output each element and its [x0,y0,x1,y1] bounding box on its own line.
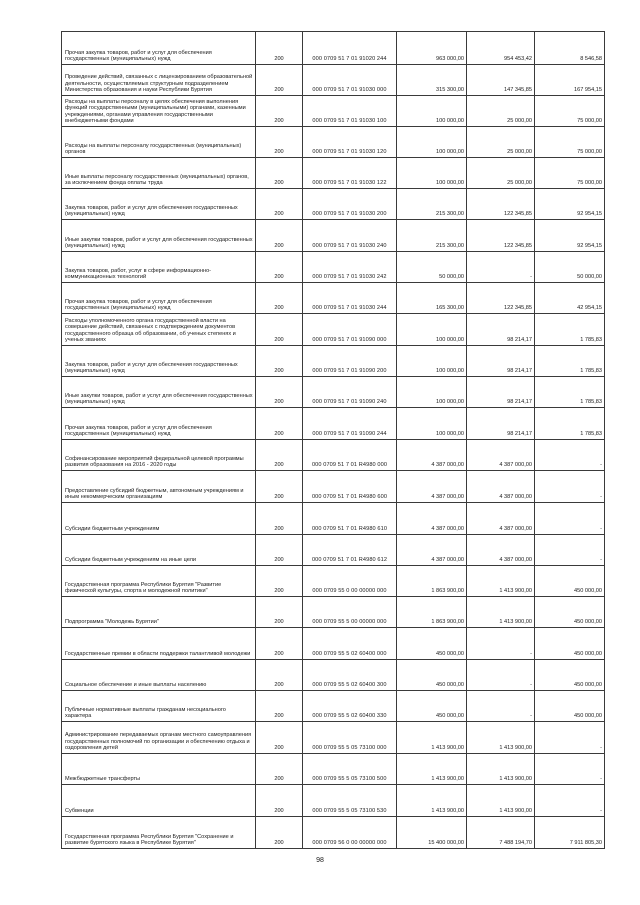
row-code-cell: 200 [256,377,303,408]
row-name-cell: Закупка товаров, работ и услуг для обеспечения государственных (муниципальных) нужд [62,189,256,220]
row-name-cell: Государственная программа Республики Бурятия "Сохранение и развитие бурятского языка в Республике Бурятия" [62,817,256,849]
row-code-cell: 200 [256,722,303,754]
row-remaining-cell: 92 954,15 [535,189,605,220]
row-executed-cell: 4 387 000,00 [467,503,535,535]
table-row [62,628,605,660]
row-executed-cell: 4 387 000,00 [467,440,535,471]
row-executed-cell: 1 413 900,00 [467,597,535,628]
row-code-cell: 200 [256,691,303,722]
row-kbk-cell: 000 0709 51 7 01 R4980 612 [303,535,397,566]
row-kbk-cell: 000 0709 51 7 01 91030 122 [303,158,397,189]
row-remaining-cell: 75 000,00 [535,158,605,189]
row-kbk-cell: 000 0709 55 5 02 60400 330 [303,691,397,722]
table-row [62,220,605,252]
row-approved-cell: 15 400 000,00 [397,817,467,849]
row-remaining-cell: 1 785,83 [535,408,605,440]
row-approved-cell: 4 387 000,00 [397,535,467,566]
row-kbk-cell: 000 0709 55 5 00 00000 000 [303,597,397,628]
row-remaining-cell: 75 000,00 [535,96,605,127]
row-approved-cell: 450 000,00 [397,660,467,691]
row-remaining-cell: 1 785,83 [535,377,605,408]
row-code-cell: 200 [256,283,303,314]
row-kbk-cell: 000 0709 51 7 01 R4980 000 [303,440,397,471]
row-executed-cell: 122 345,85 [467,283,535,314]
row-kbk-cell: 000 0709 51 7 01 R4980 610 [303,503,397,535]
row-kbk-cell: 000 0709 51 7 01 91090 200 [303,346,397,377]
row-remaining-cell: 50 000,00 [535,252,605,283]
table-row [62,377,605,408]
row-remaining-cell: - [535,722,605,754]
row-code-cell: 200 [256,535,303,566]
row-executed-cell: 7 488 194,70 [467,817,535,849]
row-kbk-cell: 000 0709 51 7 01 91090 000 [303,314,397,346]
table-row [62,754,605,785]
row-executed-cell: 122 345,85 [467,220,535,252]
row-code-cell: 200 [256,408,303,440]
row-remaining-cell: 450 000,00 [535,628,605,660]
table-row [62,314,605,346]
row-approved-cell: 1 413 900,00 [397,754,467,785]
row-remaining-cell: 167 954,15 [535,65,605,96]
row-name-cell: Софинансирование мероприятий федеральной целевой программы развития образования на 2016 - 2020 годы [62,440,256,471]
table-row [62,660,605,691]
row-code-cell: 200 [256,96,303,127]
row-name-cell: Предоставление субсидий бюджетным, автономным учреждениям и иным некоммерческим организациям [62,471,256,503]
row-kbk-cell: 000 0709 51 7 01 91030 120 [303,127,397,158]
row-approved-cell: 963 000,00 [397,32,467,65]
table-row [62,535,605,566]
table-row [62,127,605,158]
table-row [62,252,605,283]
table-row [62,817,605,849]
table-row [62,503,605,535]
row-kbk-cell: 000 0709 51 7 01 91030 000 [303,65,397,96]
row-name-cell: Иные выплаты персоналу государственных (муниципальных) органов, за исключением фонда оплаты труда [62,158,256,189]
row-code-cell: 200 [256,252,303,283]
row-code-cell: 200 [256,817,303,849]
row-name-cell: Иные закупки товаров, работ и услуг для обеспечения государственных (муниципальных) нужд [62,220,256,252]
row-approved-cell: 1 863 900,00 [397,566,467,597]
row-kbk-cell: 000 0709 51 7 01 91090 240 [303,377,397,408]
row-name-cell: Иные закупки товаров, работ и услуг для обеспечения государственных (муниципальных) нужд [62,377,256,408]
row-name-cell: Государственная программа Республики Бурятия "Развитие физической культуры, спорта и молодежной политики" [62,566,256,597]
row-approved-cell: 100 000,00 [397,158,467,189]
row-approved-cell: 165 300,00 [397,283,467,314]
budget-execution-table [61,31,605,849]
row-executed-cell: 1 413 900,00 [467,566,535,597]
row-kbk-cell: 000 0709 51 7 01 91090 244 [303,408,397,440]
row-name-cell: Подпрограмма "Молодежь Бурятии" [62,597,256,628]
row-code-cell: 200 [256,158,303,189]
row-kbk-cell: 000 0709 51 7 01 91030 240 [303,220,397,252]
row-name-cell: Прочая закупка товаров, работ и услуг для обеспечения государственных (муниципальных) нужд [62,283,256,314]
row-executed-cell: 25 000,00 [467,158,535,189]
page-number: 98 [316,857,324,864]
table-row [62,96,605,127]
row-remaining-cell: - [535,754,605,785]
row-approved-cell: 1 413 900,00 [397,785,467,817]
row-approved-cell: 100 000,00 [397,408,467,440]
row-code-cell: 200 [256,785,303,817]
row-executed-cell: 122 345,85 [467,189,535,220]
row-remaining-cell: 42 954,15 [535,283,605,314]
row-remaining-cell: - [535,503,605,535]
row-approved-cell: 215 300,00 [397,220,467,252]
row-executed-cell: 147 345,85 [467,65,535,96]
row-executed-cell: - [467,252,535,283]
row-remaining-cell: - [535,471,605,503]
row-kbk-cell: 000 0709 56 0 00 00000 000 [303,817,397,849]
table-row [62,158,605,189]
row-name-cell: Прочая закупка товаров, работ и услуг для обеспечения государственных (муниципальных) нужд [62,32,256,65]
row-name-cell: Межбюджетные трансферты [62,754,256,785]
table-row [62,346,605,377]
row-kbk-cell: 000 0709 55 5 05 73100 000 [303,722,397,754]
row-remaining-cell: 75 000,00 [535,127,605,158]
row-executed-cell: 25 000,00 [467,127,535,158]
row-name-cell: Прочая закупка товаров, работ и услуг для обеспечения государственных (муниципальных) нужд [62,408,256,440]
row-executed-cell: 98 214,17 [467,377,535,408]
table-row [62,440,605,471]
row-approved-cell: 215 300,00 [397,189,467,220]
row-code-cell: 200 [256,220,303,252]
row-code-cell: 200 [256,471,303,503]
row-code-cell: 200 [256,440,303,471]
row-approved-cell: 100 000,00 [397,96,467,127]
row-name-cell: Расходы на выплаты персоналу в целях обеспечения выполнения функций государственными (муниципальными) органами, казенными учреждениями, органами управления государственными внебюджетными фондами [62,96,256,127]
table-row [62,471,605,503]
row-remaining-cell: 450 000,00 [535,691,605,722]
row-remaining-cell: 450 000,00 [535,660,605,691]
row-code-cell: 200 [256,628,303,660]
table-row [62,65,605,96]
row-approved-cell: 100 000,00 [397,314,467,346]
row-executed-cell: 98 214,17 [467,314,535,346]
row-approved-cell: 450 000,00 [397,691,467,722]
row-code-cell: 200 [256,566,303,597]
row-name-cell: Субсидии бюджетным учреждениям на иные цели [62,535,256,566]
table-row [62,189,605,220]
row-code-cell: 200 [256,189,303,220]
table-row [62,408,605,440]
row-approved-cell: 1 863 900,00 [397,597,467,628]
row-remaining-cell: 1 785,83 [535,346,605,377]
table-row [62,32,605,65]
row-kbk-cell: 000 0709 51 7 01 91030 244 [303,283,397,314]
row-name-cell: Расходы уполномоченного органа государственной власти на совершение действий, связанных с подтверждением документов государственного образца об образовании, об ученых степенях и ученых званиях [62,314,256,346]
row-name-cell: Публичные нормативные выплаты гражданам несоциального характера [62,691,256,722]
row-kbk-cell: 000 0709 51 7 01 R4980 600 [303,471,397,503]
row-name-cell: Государственные премии в области поддержки талантливой молодежи [62,628,256,660]
table-row [62,722,605,754]
row-executed-cell: - [467,628,535,660]
row-kbk-cell: 000 0709 51 7 01 91030 242 [303,252,397,283]
row-executed-cell: 1 413 900,00 [467,785,535,817]
row-executed-cell: 4 387 000,00 [467,535,535,566]
row-executed-cell: - [467,691,535,722]
row-name-cell: Расходы на выплаты персоналу государственных (муниципальных) органов [62,127,256,158]
row-approved-cell: 315 300,00 [397,65,467,96]
row-kbk-cell: 000 0709 51 7 01 91020 244 [303,32,397,65]
row-approved-cell: 100 000,00 [397,346,467,377]
row-kbk-cell: 000 0709 55 5 02 60400 300 [303,660,397,691]
row-approved-cell: 450 000,00 [397,628,467,660]
table-row [62,597,605,628]
row-executed-cell: 4 387 000,00 [467,471,535,503]
row-name-cell: Проведение действий, связанных с лицензированием образовательной деятельности, осуществляемых структурным подразделением Министерства образования и науки Республики Бурятия [62,65,256,96]
row-executed-cell: 25 000,00 [467,96,535,127]
row-remaining-cell: 450 000,00 [535,597,605,628]
row-executed-cell: 98 214,17 [467,408,535,440]
table-body [62,32,605,849]
row-remaining-cell: 7 911 805,30 [535,817,605,849]
row-approved-cell: 100 000,00 [397,127,467,158]
row-approved-cell: 4 387 000,00 [397,440,467,471]
row-executed-cell: 98 214,17 [467,346,535,377]
row-approved-cell: 100 000,00 [397,377,467,408]
row-code-cell: 200 [256,754,303,785]
row-name-cell: Закупка товаров, работ и услуг для обеспечения государственных (муниципальных) нужд [62,346,256,377]
row-name-cell: Социальное обеспечение и иные выплаты населению [62,660,256,691]
row-name-cell: Закупка товаров, работ, услуг в сфере информационно-коммуникационных технологий [62,252,256,283]
row-remaining-cell: - [535,440,605,471]
row-code-cell: 200 [256,503,303,535]
row-remaining-cell: 1 785,83 [535,314,605,346]
table-row [62,785,605,817]
table-row [62,691,605,722]
row-remaining-cell: 450 000,00 [535,566,605,597]
table-row [62,566,605,597]
row-code-cell: 200 [256,32,303,65]
row-approved-cell: 50 000,00 [397,252,467,283]
row-name-cell: Субвенции [62,785,256,817]
row-executed-cell: 954 453,42 [467,32,535,65]
row-approved-cell: 1 413 900,00 [397,722,467,754]
row-kbk-cell: 000 0709 55 5 05 73100 500 [303,754,397,785]
table-row [62,283,605,314]
row-remaining-cell: - [535,535,605,566]
row-name-cell: Администрирование передаваемых органам местного самоуправления государственных полномочий по организации и обеспечению отдыха и оздоровления детей [62,722,256,754]
row-code-cell: 200 [256,65,303,96]
row-kbk-cell: 000 0709 51 7 01 91030 200 [303,189,397,220]
row-executed-cell: 1 413 900,00 [467,754,535,785]
row-code-cell: 200 [256,127,303,158]
row-code-cell: 200 [256,346,303,377]
row-code-cell: 200 [256,660,303,691]
row-remaining-cell: - [535,785,605,817]
row-kbk-cell: 000 0709 55 5 05 73100 530 [303,785,397,817]
row-executed-cell: - [467,660,535,691]
row-remaining-cell: 92 954,15 [535,220,605,252]
row-kbk-cell: 000 0709 55 0 00 00000 000 [303,566,397,597]
row-name-cell: Субсидии бюджетным учреждениям [62,503,256,535]
row-executed-cell: 1 413 900,00 [467,722,535,754]
row-remaining-cell: 8 546,58 [535,32,605,65]
row-approved-cell: 4 387 000,00 [397,471,467,503]
row-approved-cell: 4 387 000,00 [397,503,467,535]
row-kbk-cell: 000 0709 51 7 01 91030 100 [303,96,397,127]
row-code-cell: 200 [256,597,303,628]
row-kbk-cell: 000 0709 55 5 02 60400 000 [303,628,397,660]
row-code-cell: 200 [256,314,303,346]
